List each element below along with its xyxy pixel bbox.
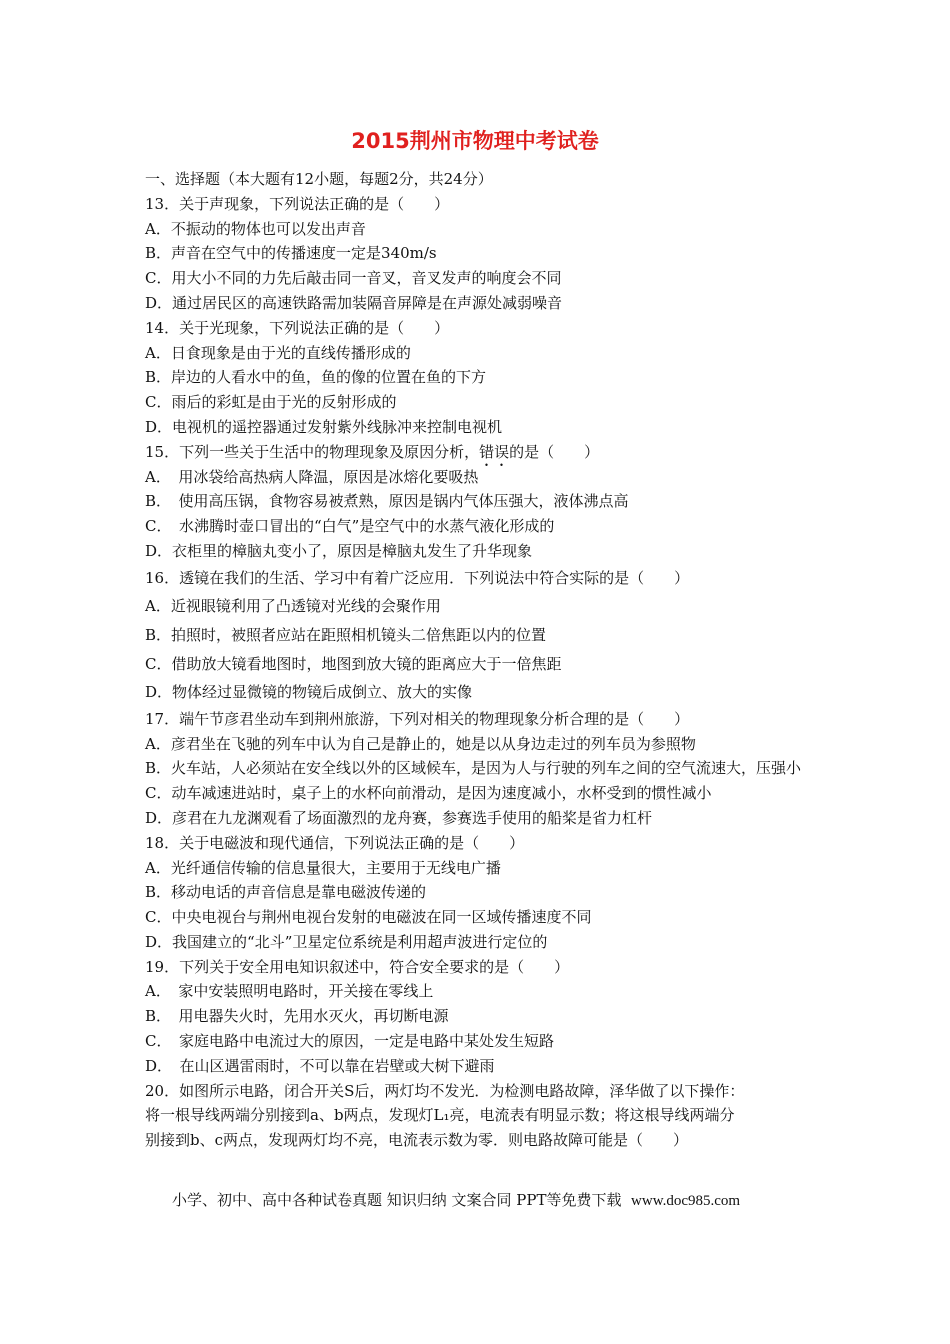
question-13-stem: 13．关于声现象，下列说法正确的是（ ） xyxy=(145,194,450,213)
question-19-stem: 19．下列关于安全用电知识叙述中，符合安全要求的是（ ） xyxy=(145,957,570,976)
question-16-option-c: C．借助放大镜看地图时，地图到放大镜的距离应大于一倍焦距 xyxy=(145,654,562,673)
question-18-option-c: C．中央电视台与荆州电视台发射的电磁波在同一区域传播速度不同 xyxy=(145,908,592,927)
question-18-stem: 18．关于电磁波和现代通信，下列说法正确的是（ ） xyxy=(145,833,525,852)
question-13-option-c: C．用大小不同的力先后敲击同一音叉，音叉发声的响度会不同 xyxy=(145,269,562,288)
question-15-stem-emphasis: 错误 xyxy=(479,442,510,461)
question-18-option-d: D．我国建立的“北斗”卫星定位系统是利用超声波进行定位的 xyxy=(145,932,548,951)
question-15-option-c: C． 水沸腾时壶口冒出的“白气”是空气中的水蒸气液化形成的 xyxy=(145,517,555,536)
question-15-option-d: D．衣柜里的樟脑丸变小了，原因是樟脑丸发生了升华现象 xyxy=(145,541,533,560)
question-16-option-a: A．近视眼镜利用了凸透镜对光线的会聚作用 xyxy=(145,597,441,616)
question-14-option-b: B．岸边的人看水中的鱼，鱼的像的位置在鱼的下方 xyxy=(145,368,487,387)
footer-text: 小学、初中、高中各种试卷真题 知识归纳 文案合同 PPT等免费下载 xyxy=(172,1191,622,1209)
question-19-option-b: B． 用电器失火时，先用水灭火，再切断电源 xyxy=(145,1007,449,1026)
question-13-option-b: B．声音在空气中的传播速度一定是340m/s xyxy=(145,244,437,263)
question-18-option-b: B．移动电话的声音信息是靠电磁波传递的 xyxy=(145,883,427,902)
question-19-option-c: C． 家庭电路中电流过大的原因，一定是电路中某处发生短路 xyxy=(145,1032,554,1051)
question-14-option-d: D．电视机的遥控器通过发射紫外线脉冲来控制电视机 xyxy=(145,417,503,436)
question-20-stem-line-2: 将一根导线两端分别接到a、b两点，发现灯L₁亮，电流表有明显示数；将这根导线两端分 xyxy=(145,1106,735,1125)
question-17-stem: 17．端午节彦君坐动车到荆州旅游，下列对相关的物理现象分析合理的是（ ） xyxy=(145,709,690,728)
question-14-stem: 14．关于光现象，下列说法正确的是（ ） xyxy=(145,318,450,337)
question-15-option-a: A． 用冰袋给高热病人降温，原因是冰熔化要吸热 xyxy=(145,467,479,486)
question-14-option-a: A．日食现象是由于光的直线传播形成的 xyxy=(145,343,411,362)
question-15-option-b: B． 使用高压锅，食物容易被煮熟，原因是锅内气体压强大，液体沸点高 xyxy=(145,492,629,511)
question-14-option-c: C．雨后的彩虹是由于光的反射形成的 xyxy=(145,393,397,412)
page-footer xyxy=(172,1188,740,1213)
section-heading: 一、选择题（本大题有12小题，每题2分，共24分） xyxy=(145,170,493,188)
question-17-option-d: D．彦君在九龙渊观看了场面激烈的龙舟赛，参赛选手使用的船桨是省力杠杆 xyxy=(145,808,653,827)
question-20-stem-line-3: 别接到b、c两点，发现两灯均不亮，电流表示数为零．则电路故障可能是（ ） xyxy=(145,1131,689,1150)
question-17-option-c: C．动车减速进站时，桌子上的水杯向前滑动，是因为速度减小，水杯受到的惯性减小 xyxy=(145,784,712,803)
question-19-option-a: A． 家中安装照明电路时，开关接在零线上 xyxy=(145,982,434,1001)
question-15-stem-after: 的是（ ） xyxy=(509,442,600,461)
question-15-stem xyxy=(145,440,825,465)
question-17-option-b: B．火车站，人必须站在安全线以外的区域候车，是因为人与行驶的列车之间的空气流速大，压强小 xyxy=(145,759,802,778)
question-16-option-b: B．拍照时，被照者应站在距照相机镜头二倍焦距以内的位置 xyxy=(145,625,547,644)
question-17-option-a: A．彦君坐在飞驰的列车中认为自己是静止的，她是以从身边走过的列车员为参照物 xyxy=(145,734,696,753)
question-list xyxy=(145,167,825,1153)
question-20-stem-line-1: 20．如图所示电路，闭合开关S后，两灯均不发光．为检测电路故障，泽华做了以下操作： xyxy=(145,1081,745,1100)
question-16-stem: 16．透镜在我们的生活、学习中有着广泛应用．下列说法中符合实际的是（ ） xyxy=(145,568,690,587)
question-13-option-d: D．通过居民区的高速铁路需加装隔音屏障是在声源处减弱噪音 xyxy=(145,293,563,312)
footer-site-link[interactable]: www.doc985.com xyxy=(631,1193,741,1209)
question-13-option-a: A．不振动的物体也可以发出声音 xyxy=(145,219,366,238)
question-16-option-d: D．物体经过显微镜的物镜后成倒立、放大的实像 xyxy=(145,683,473,702)
question-15-stem-before: 15．下列一些关于生活中的物理现象及原因分析， xyxy=(145,442,480,461)
page-title: 2015荆州市物理中考试卷 xyxy=(351,129,599,153)
question-19-option-d: D． 在山区遇雷雨时，不可以靠在岩壁或大树下避雨 xyxy=(145,1056,495,1075)
question-18-option-a: A．光纤通信传输的信息量很大，主要用于无线电广播 xyxy=(145,858,501,877)
